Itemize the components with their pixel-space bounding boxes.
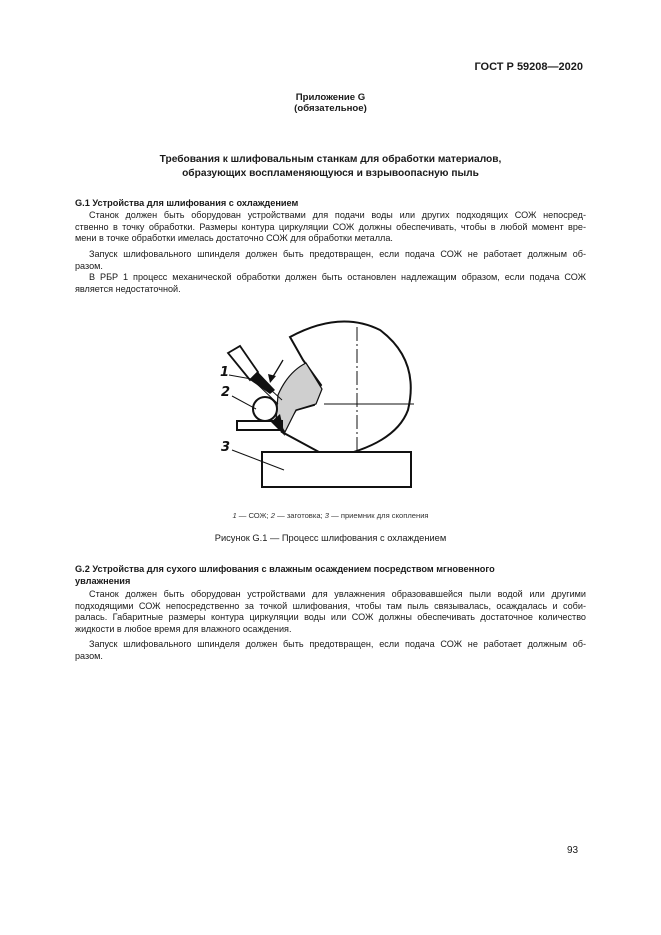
section-g2-heading [75, 564, 586, 587]
text-line: разом. [75, 260, 103, 271]
text-line: разом. [75, 650, 103, 661]
section-g2-paragraph-1 [75, 589, 586, 635]
grinding-diagram [210, 316, 425, 496]
text-line: Станок должен быть оборудован устройствами для подачи воды или других подходящих СОЖ непосред- [89, 210, 586, 220]
text-line: В РБР 1 процесс механической обработки должен быть остановлен надлежащим образом, если подача СОЖ [89, 272, 586, 282]
legend-text-3: — приемник для скопления [329, 511, 429, 520]
callout-1: 1 [220, 365, 230, 380]
document-title [0, 153, 661, 180]
legend-text-1: — СОЖ; [236, 511, 271, 520]
title-line-1: Требования к шлифовальным станкам для обработки материалов, [159, 154, 502, 165]
text-line: Запуск шлифовального шпинделя должен быть предотвращен, если подача СОЖ не работает должным об- [89, 639, 586, 649]
legend-num-1: 1 [232, 511, 237, 520]
section-g1-heading: G.1 Устройства для шлифования с охлаждением [75, 198, 299, 208]
standard-designation: ГОСТ Р 59208—2020 [474, 61, 583, 73]
section-g2-heading-line-2: увлажнения [75, 575, 131, 586]
text-line: подходящими СОЖ непосредственно за точкой шлифования, чтобы там пыль связывалась, осаждалась и соби- [75, 600, 586, 611]
legend-num-3: 3 [324, 511, 330, 520]
collector-tray [262, 452, 411, 487]
section-g1-paragraph-3 [75, 272, 586, 295]
text-line: является недостаточной. [75, 283, 181, 294]
legend-text-2: — заготовка; [275, 511, 325, 520]
title-line-2: образующих воспламеняющуюся и взрывоопасную пыль [182, 167, 479, 179]
rotation-arrow [272, 360, 283, 378]
annex-title: Приложение G [295, 92, 366, 103]
annex-type: (обязательное) [294, 103, 367, 114]
section-g2-heading-line-1: G.2 Устройства для сухого шлифования с влажным осаждением посредством мгновенного [75, 564, 495, 574]
text-line: мени в точке обработки имелась достаточно СОЖ для обработки металла. [75, 233, 393, 243]
text-line: Станок должен быть оборудован устройствами для увлажнения образовавшейся пыли водой или другими [89, 589, 586, 599]
text-line: ралась. Габаритные размеры контура циркуляции воды или СОЖ должны обеспечивать достаточное количество [75, 612, 586, 622]
figure-caption: Рисунок G.1 — Процесс шлифования с охлаждением [214, 533, 447, 543]
page-number: 93 [567, 845, 579, 856]
section-g1-paragraph-2 [75, 249, 586, 272]
text-line: Запуск шлифовального шпинделя должен быть предотвращен, если подача СОЖ не работает должным об- [89, 249, 586, 259]
section-g1-paragraph-1 [75, 210, 586, 245]
text-line: ственно в точку обработки. Размеры контура циркуляции СОЖ должны обеспечивать, чтобы в любой момент вре- [75, 221, 586, 232]
text-line: жидкости в любое время для влажного осаждения. [75, 623, 292, 634]
annex-heading [0, 92, 661, 114]
callout-3: 3 [221, 440, 231, 455]
workpiece [253, 397, 277, 421]
figure-legend [0, 511, 661, 520]
callout-2: 2 [221, 385, 231, 400]
section-g2-paragraph-2 [75, 639, 586, 662]
legend-num-2: 2 [270, 511, 276, 520]
